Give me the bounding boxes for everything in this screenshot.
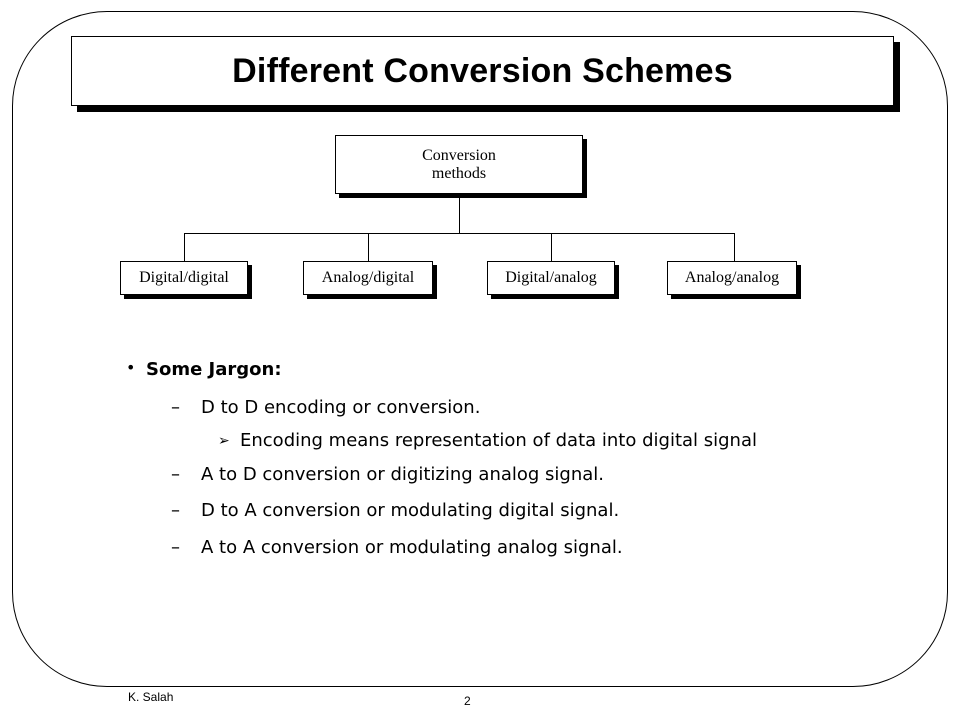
- list-item: [171, 500, 619, 521]
- list-item-text: D to A conversion or modulating digital signal.: [201, 500, 620, 521]
- dash-icon: –: [171, 464, 180, 485]
- node-label: Analog/analog: [684, 269, 780, 286]
- list-item: [171, 397, 480, 418]
- arrow-bullet-icon: ➢: [218, 433, 230, 449]
- list-item: [171, 537, 623, 558]
- list-item-text: D to D encoding or conversion.: [201, 397, 481, 418]
- bullet-heading: Some Jargon:: [146, 359, 282, 380]
- list-item-text: A to D conversion or digitizing analog signal.: [201, 464, 605, 485]
- page-number: 2: [464, 694, 471, 708]
- node-label: Analog/digital: [321, 269, 415, 286]
- dash-icon: –: [171, 397, 180, 418]
- list-item: [171, 464, 604, 485]
- dash-icon: –: [171, 500, 180, 521]
- root-label-line1: Conversion: [422, 146, 496, 164]
- list-subitem: [218, 430, 757, 451]
- node-label: Digital/digital: [139, 269, 229, 286]
- node-label: Digital/analog: [505, 269, 597, 286]
- list-item-text: A to A conversion or modulating analog signal.: [201, 537, 623, 558]
- list-subitem-text: Encoding means representation of data into digital signal: [240, 430, 757, 451]
- footer-author: K. Salah: [128, 690, 174, 704]
- slide-title: Different Conversion Schemes: [232, 51, 733, 90]
- dash-icon: –: [171, 537, 180, 558]
- root-label-line2: methods: [431, 164, 487, 182]
- bullet-dot-icon: •: [126, 358, 136, 377]
- bullet-heading-row: [126, 358, 282, 380]
